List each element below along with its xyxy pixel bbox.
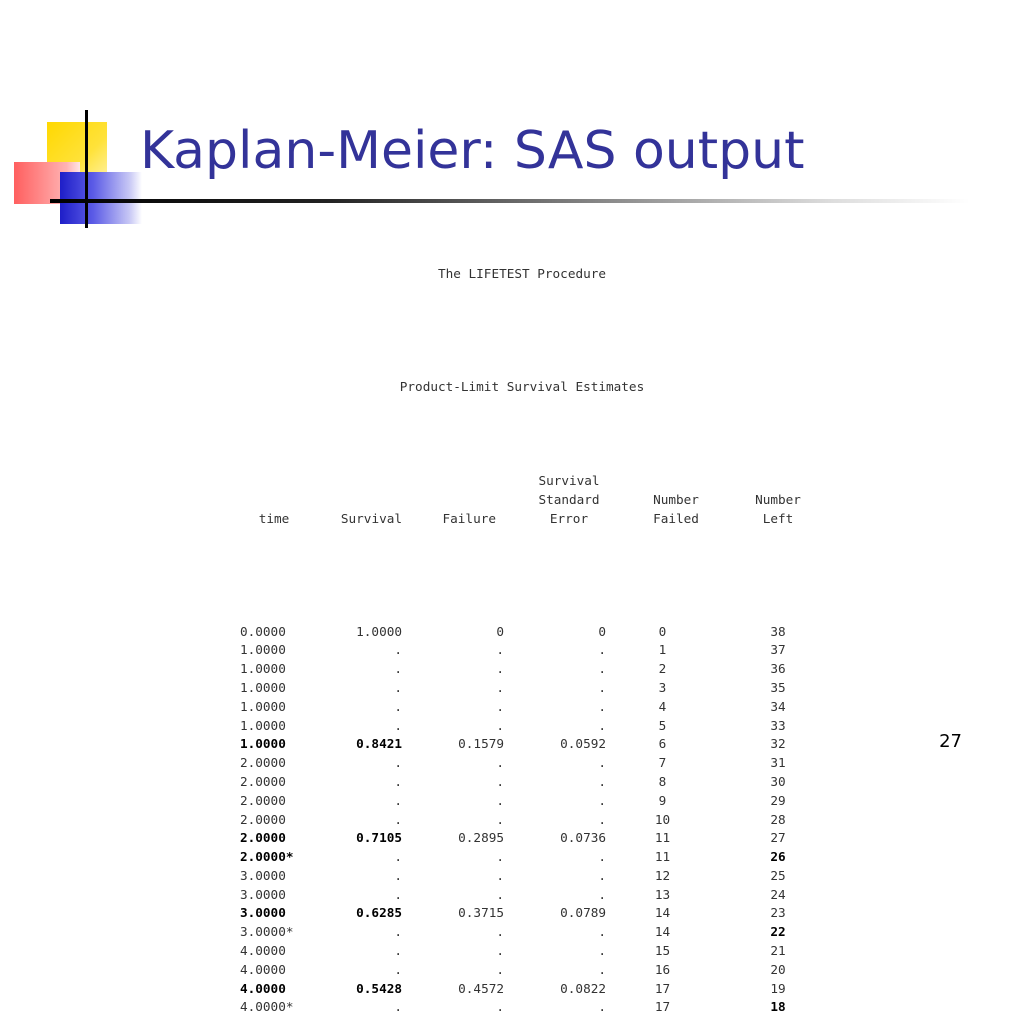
column-header-time: time bbox=[258, 510, 290, 526]
cell-failed: 11 bbox=[654, 849, 671, 865]
column-header-survival: Survival bbox=[340, 510, 402, 526]
cell-left: 18 bbox=[770, 999, 786, 1015]
table-row bbox=[0, 792, 1024, 811]
table-row bbox=[0, 998, 1024, 1017]
cell-se: . bbox=[598, 886, 606, 902]
cell-failed: 11 bbox=[654, 830, 671, 846]
column-header-failure: Failure bbox=[442, 510, 496, 526]
cell-failure: 0.2895 bbox=[458, 830, 504, 846]
cell-time: 1.0000 bbox=[240, 698, 286, 714]
table-row bbox=[0, 641, 1024, 660]
cell-survival: . bbox=[394, 811, 402, 827]
cell-survival: . bbox=[394, 755, 402, 771]
cell-failure: 0 bbox=[496, 623, 504, 639]
procedure-title: The LIFETEST Procedure bbox=[437, 266, 607, 282]
cell-left: 34 bbox=[770, 698, 786, 714]
table-row bbox=[0, 942, 1024, 961]
table-row bbox=[0, 848, 1024, 867]
cell-left: 27 bbox=[770, 830, 786, 846]
cell-time: 3.0000* bbox=[240, 924, 294, 940]
column-header-failed: Number bbox=[653, 491, 699, 507]
cell-survival: . bbox=[394, 642, 402, 658]
cell-survival: . bbox=[394, 886, 402, 902]
cell-time: 1.0000 bbox=[240, 717, 286, 733]
cell-time: 4.0000 bbox=[240, 961, 286, 977]
cell-left: 30 bbox=[770, 773, 786, 789]
header-line bbox=[0, 491, 1024, 510]
cell-left: 21 bbox=[770, 943, 786, 959]
cell-time: 2.0000* bbox=[240, 849, 294, 865]
cell-se: . bbox=[598, 661, 606, 677]
cell-failed: 1 bbox=[658, 642, 667, 658]
cell-left: 35 bbox=[770, 679, 786, 695]
cell-failed: 10 bbox=[654, 811, 671, 827]
cell-survival: . bbox=[394, 679, 402, 695]
cell-left: 31 bbox=[770, 755, 786, 771]
cell-time: 4.0000* bbox=[240, 999, 294, 1015]
column-header-se: Standard bbox=[538, 491, 600, 507]
cell-left: 24 bbox=[770, 886, 786, 902]
cell-survival: 0.7105 bbox=[356, 830, 402, 846]
cell-failure: . bbox=[496, 999, 504, 1015]
cell-left: 38 bbox=[770, 623, 786, 639]
cell-failure: . bbox=[496, 924, 504, 940]
cell-failure: . bbox=[496, 811, 504, 827]
cell-failed: 15 bbox=[654, 943, 671, 959]
cell-survival: . bbox=[394, 867, 402, 883]
table-header bbox=[0, 472, 1024, 528]
cell-survival: 0.5428 bbox=[356, 980, 402, 996]
cell-left: 22 bbox=[770, 924, 786, 940]
cell-failed: 6 bbox=[658, 736, 667, 752]
cell-failed: 17 bbox=[654, 999, 671, 1015]
table-body bbox=[0, 623, 1024, 1018]
cell-time: 3.0000 bbox=[240, 886, 286, 902]
column-header-se: Error bbox=[549, 510, 589, 526]
cell-failure: 0.3715 bbox=[458, 905, 504, 921]
subtitle-line bbox=[0, 359, 1024, 395]
cell-survival: . bbox=[394, 999, 402, 1015]
cell-left: 37 bbox=[770, 642, 786, 658]
table-row bbox=[0, 717, 1024, 736]
table-row bbox=[0, 886, 1024, 905]
table-row bbox=[0, 980, 1024, 999]
cell-left: 28 bbox=[770, 811, 786, 827]
cell-se: . bbox=[598, 717, 606, 733]
cell-failure: . bbox=[496, 642, 504, 658]
cell-survival: . bbox=[394, 924, 402, 940]
cell-time: 2.0000 bbox=[240, 755, 286, 771]
table-row bbox=[0, 623, 1024, 642]
cell-left: 29 bbox=[770, 792, 786, 808]
output-subtitle: Product-Limit Survival Estimates bbox=[399, 379, 645, 395]
cell-failed: 17 bbox=[654, 980, 671, 996]
cell-left: 26 bbox=[770, 849, 786, 865]
table-row bbox=[0, 679, 1024, 698]
cell-survival: 0.8421 bbox=[356, 736, 402, 752]
cell-time: 4.0000 bbox=[240, 980, 286, 996]
column-header-left: Number bbox=[755, 491, 801, 507]
cell-left: 33 bbox=[770, 717, 786, 733]
cell-se: . bbox=[598, 924, 606, 940]
cell-failure: . bbox=[496, 961, 504, 977]
cell-survival: 1.0000 bbox=[356, 623, 402, 639]
table-row bbox=[0, 829, 1024, 848]
cell-failure: 0.4572 bbox=[458, 980, 504, 996]
cell-se: . bbox=[598, 679, 606, 695]
cell-se: 0.0822 bbox=[560, 980, 606, 996]
cell-left: 23 bbox=[770, 905, 786, 921]
sas-output bbox=[0, 209, 1024, 1036]
cell-failure: . bbox=[496, 943, 504, 959]
cell-failed: 2 bbox=[658, 661, 667, 677]
cell-time: 0.0000 bbox=[240, 623, 286, 639]
title-underline bbox=[50, 199, 970, 203]
cell-left: 25 bbox=[770, 867, 786, 883]
page-number: 27 bbox=[939, 731, 962, 752]
table-row bbox=[0, 811, 1024, 830]
cell-failed: 0 bbox=[658, 623, 667, 639]
cell-survival: . bbox=[394, 849, 402, 865]
cell-se: . bbox=[598, 999, 606, 1015]
cell-time: 2.0000 bbox=[240, 773, 286, 789]
cell-failed: 14 bbox=[654, 924, 671, 940]
cell-se: . bbox=[598, 961, 606, 977]
cell-failure: . bbox=[496, 773, 504, 789]
cell-failed: 8 bbox=[658, 773, 667, 789]
cell-time: 4.0000 bbox=[240, 943, 286, 959]
header-line bbox=[0, 510, 1024, 529]
cell-time: 1.0000 bbox=[240, 679, 286, 695]
cell-se: . bbox=[598, 811, 606, 827]
cell-failure: . bbox=[496, 717, 504, 733]
cell-failure: . bbox=[496, 698, 504, 714]
cell-left: 19 bbox=[770, 980, 786, 996]
cell-se: . bbox=[598, 698, 606, 714]
cell-failure: . bbox=[496, 755, 504, 771]
cell-se: . bbox=[598, 943, 606, 959]
cell-se: . bbox=[598, 773, 606, 789]
cell-survival: . bbox=[394, 661, 402, 677]
cell-se: . bbox=[598, 867, 606, 883]
cell-se: . bbox=[598, 755, 606, 771]
cell-survival: 0.6285 bbox=[356, 905, 402, 921]
cell-failed: 7 bbox=[658, 755, 667, 771]
table-row bbox=[0, 698, 1024, 717]
cell-failed: 13 bbox=[654, 886, 671, 902]
cell-survival: . bbox=[394, 773, 402, 789]
cell-left: 36 bbox=[770, 661, 786, 677]
table-row bbox=[0, 773, 1024, 792]
cell-se: . bbox=[598, 792, 606, 808]
table-row bbox=[0, 904, 1024, 923]
cell-time: 3.0000 bbox=[240, 905, 286, 921]
cell-failure: . bbox=[496, 679, 504, 695]
cell-time: 2.0000 bbox=[240, 792, 286, 808]
header-line bbox=[0, 472, 1024, 491]
cell-failed: 14 bbox=[654, 905, 671, 921]
cell-failure: . bbox=[496, 886, 504, 902]
cell-survival: . bbox=[394, 698, 402, 714]
cell-left: 32 bbox=[770, 736, 786, 752]
cell-failure: . bbox=[496, 792, 504, 808]
cell-time: 3.0000 bbox=[240, 867, 286, 883]
column-header-se: Survival bbox=[538, 473, 600, 489]
cell-se: 0.0736 bbox=[560, 830, 606, 846]
slide-title: Kaplan-Meier: SAS output bbox=[140, 121, 805, 181]
cell-time: 1.0000 bbox=[240, 642, 286, 658]
cell-se: . bbox=[598, 642, 606, 658]
cell-survival: . bbox=[394, 792, 402, 808]
cell-failure: . bbox=[496, 661, 504, 677]
cell-se: 0 bbox=[598, 623, 606, 639]
cell-failure: . bbox=[496, 867, 504, 883]
cell-se: 0.0789 bbox=[560, 905, 606, 921]
cell-left: 20 bbox=[770, 961, 786, 977]
cell-time: 1.0000 bbox=[240, 736, 286, 752]
cell-failed: 3 bbox=[658, 679, 667, 695]
table-row bbox=[0, 923, 1024, 942]
table-row bbox=[0, 660, 1024, 679]
cell-failed: 9 bbox=[658, 792, 667, 808]
cell-failed: 5 bbox=[658, 717, 667, 733]
cell-time: 1.0000 bbox=[240, 661, 286, 677]
cell-failed: 4 bbox=[658, 698, 667, 714]
column-header-left: Left bbox=[762, 510, 794, 526]
cell-failure: 0.1579 bbox=[458, 736, 504, 752]
cell-failed: 16 bbox=[654, 961, 671, 977]
table-row bbox=[0, 735, 1024, 754]
cell-survival: . bbox=[394, 961, 402, 977]
column-header-failed: Failed bbox=[653, 510, 699, 526]
cell-se: . bbox=[598, 849, 606, 865]
cell-time: 2.0000 bbox=[240, 811, 286, 827]
cell-survival: . bbox=[394, 717, 402, 733]
procedure-line bbox=[0, 247, 1024, 282]
table-row bbox=[0, 961, 1024, 980]
cell-failed: 12 bbox=[654, 867, 671, 883]
cell-se: 0.0592 bbox=[560, 736, 606, 752]
table-row bbox=[0, 754, 1024, 773]
cell-survival: . bbox=[394, 943, 402, 959]
table-row bbox=[0, 867, 1024, 886]
cell-time: 2.0000 bbox=[240, 830, 286, 846]
cell-failure: . bbox=[496, 849, 504, 865]
